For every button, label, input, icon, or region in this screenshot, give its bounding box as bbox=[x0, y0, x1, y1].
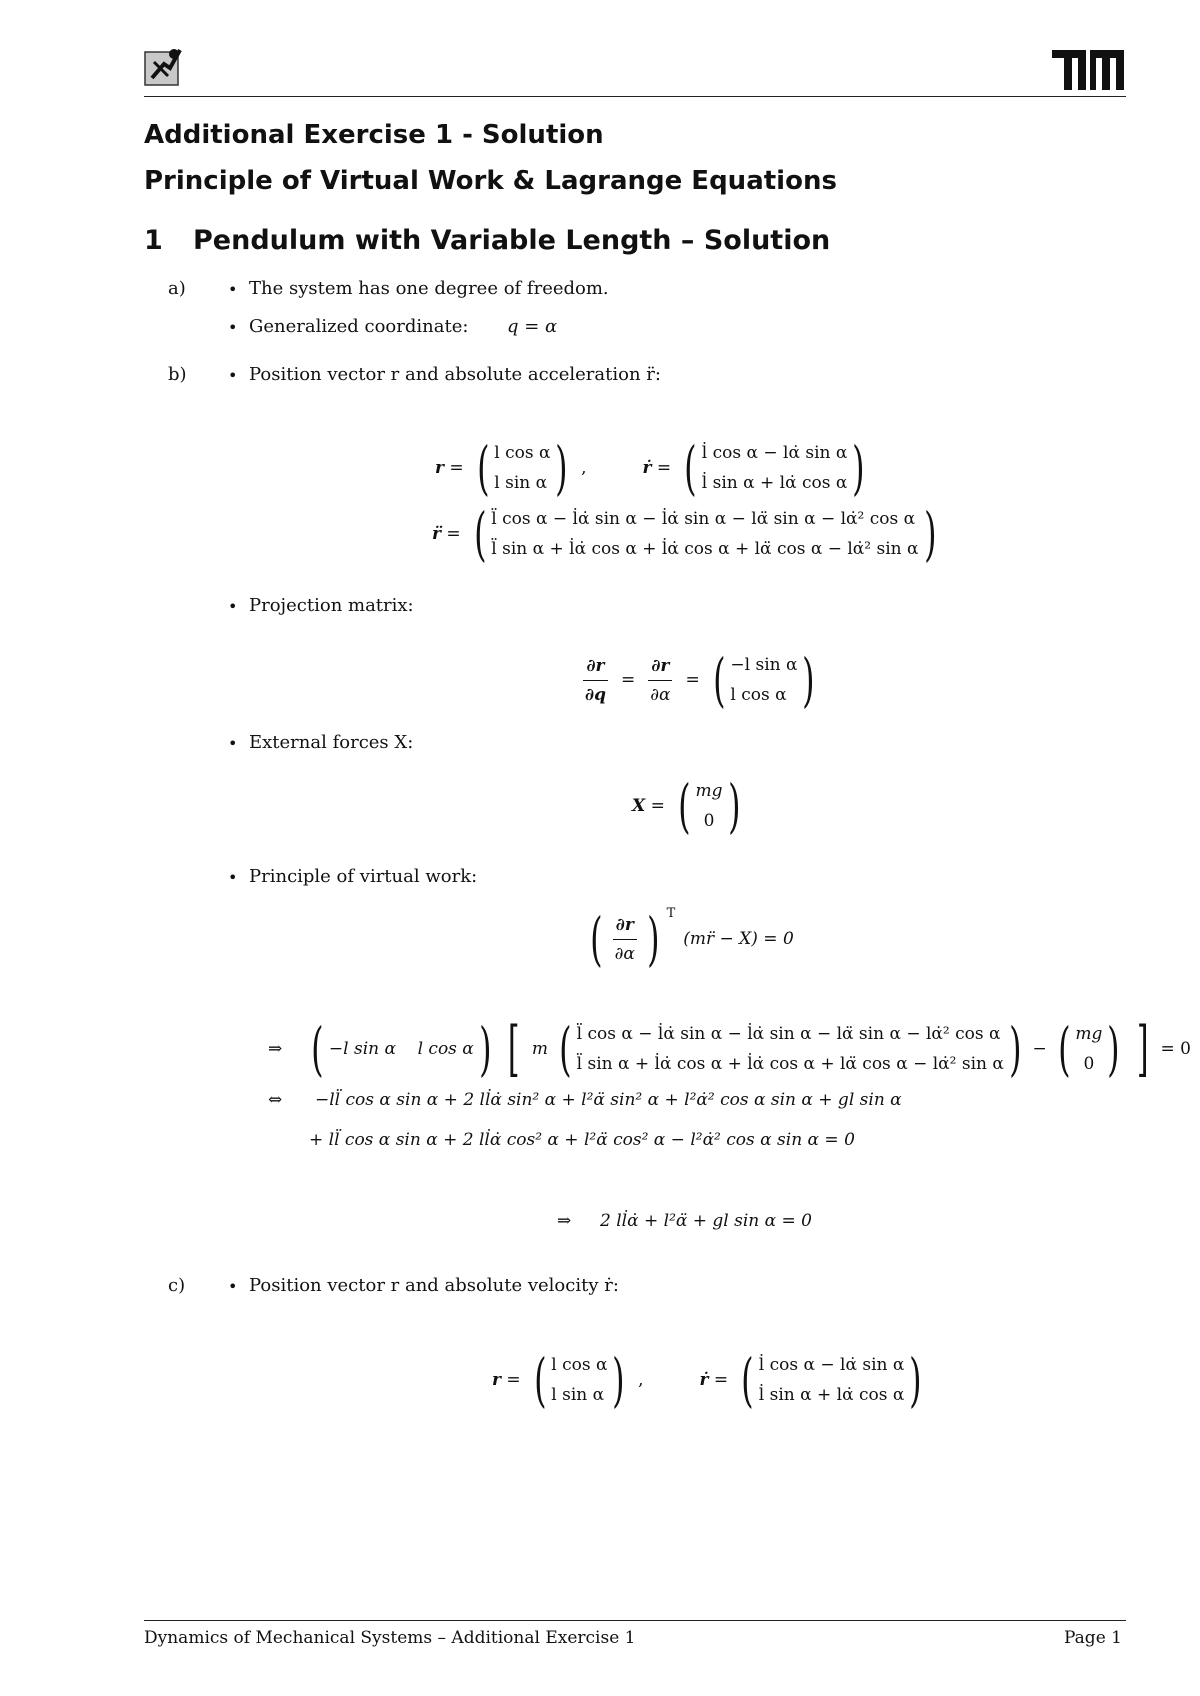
virtual-work-rhs: (mr̈ − X) = 0 bbox=[683, 929, 794, 949]
footer-course-title: Dynamics of Mechanical Systems – Additional Exercise 1 bbox=[144, 1628, 636, 1648]
rddot-component-y: l̈ sin α + l̇α̇ cos α + l̇α̇ cos α + lα̈ cos α − lα̇² sin α bbox=[491, 539, 919, 559]
page-number: Page 1 bbox=[1064, 1628, 1122, 1648]
projection-component-x: −l sin α bbox=[730, 655, 798, 675]
equation-line-2: + ll̈ cos α sin α + 2 ll̇α̇ cos² α + l²α̈ cos² α − l²α̇² cos α sin α = 0 bbox=[309, 1130, 855, 1150]
position-acceleration-text: Position vector r and absolute acceleration r̈: bbox=[249, 364, 661, 385]
projection-matrix-text: Projection matrix: bbox=[249, 595, 414, 616]
external-forces-text: External forces X: bbox=[249, 732, 414, 753]
section-number: 1 bbox=[144, 225, 163, 256]
force-component-y: 0 bbox=[703, 811, 715, 831]
implies-symbol: ⇒ bbox=[557, 1211, 572, 1231]
part-c-position-velocity-equation: r = ( l cos α l sin α ) , ṙ = ( l̇ cos α − lα̇ sin α l̇ sin α + lα̇ cos α ) bbox=[492, 1346, 922, 1414]
header-rule bbox=[144, 96, 1126, 97]
equivalent-symbol: ⇔ bbox=[268, 1090, 283, 1110]
rdot-component-y: l̇ sin α + lα̇ cos α bbox=[701, 473, 848, 493]
part-a-bullet-2: Generalized coordinate: bbox=[249, 316, 469, 337]
r-component-x: l cos α bbox=[494, 443, 551, 463]
part-a-label: a) bbox=[168, 278, 186, 299]
expanded-component-x: l̈ cos α − l̇α̇ sin α − l̇α̇ sin α − lα̈ sin α − lα̇² cos α bbox=[576, 1024, 1001, 1044]
rdot-component-x: l̇ cos α − lα̇ sin α bbox=[701, 443, 848, 463]
bullet-icon: • bbox=[228, 318, 238, 337]
generalized-coordinate-equation: q = α bbox=[507, 316, 558, 337]
projection-matrix-equation: $\frac{\partial r}{\partial q}$ = $\frac{\partial r}{\partial\alpha}$ = ( −l sin α l cos α ) bbox=[585, 646, 816, 714]
equation-line-1: −ll̈ cos α sin α + 2 ll̇α̇ sin² α + l²α̈ sin² α + l²α̇² cos α sin α + gl sin α bbox=[315, 1090, 902, 1110]
acceleration-equation: r̈ = ( l̈ cos α − l̇α̇ sin α − l̇α̇ sin α − lα̈ sin α − lα̇² cos α l̈ sin α + l̇α̇ cos α + l̇α̇ cos α + lα̈ cos α − lα̇² sin α ) bbox=[432, 500, 937, 568]
footer-rule bbox=[144, 1620, 1126, 1621]
bullet-icon: • bbox=[228, 366, 238, 385]
part-c-label: c) bbox=[168, 1275, 186, 1296]
bullet-icon: • bbox=[228, 1277, 238, 1296]
projection-component-y: l cos α bbox=[730, 685, 787, 705]
external-force-equation: X = ( mg 0 ) bbox=[632, 772, 741, 840]
section-title: Pendulum with Variable Length – Solution bbox=[193, 225, 831, 256]
c-r-component-x: l cos α bbox=[551, 1355, 608, 1375]
bullet-icon: • bbox=[228, 734, 238, 753]
equation-of-motion: 2 ll̇α̇ + l²α̈ + gl sin α = 0 bbox=[600, 1211, 812, 1231]
projection-row: −l sin α l cos α bbox=[328, 1039, 474, 1059]
position-velocity-equation: r = ( l cos α l sin α ) , ṙ = ( l̇ cos α − lα̇ sin α l̇ sin α + lα̇ cos α ) bbox=[435, 434, 865, 502]
bullet-icon: • bbox=[228, 597, 238, 616]
virtual-work-text: Principle of virtual work: bbox=[249, 866, 478, 887]
virtual-work-equation: ( $\frac{\partial r}{\partial\alpha}$ ) T (mr̈ − X) = 0 bbox=[590, 905, 794, 973]
c-rdot-component-y: l̇ sin α + lα̇ cos α bbox=[758, 1385, 905, 1405]
bullet-icon: • bbox=[228, 280, 238, 299]
force-component-x: mg bbox=[695, 781, 723, 801]
title-line-2: Principle of Virtual Work & Lagrange Equations bbox=[144, 166, 837, 196]
title-line-1: Additional Exercise 1 - Solution bbox=[144, 120, 604, 150]
rddot-component-x: l̈ cos α − l̇α̇ sin α − l̇α̇ sin α − lα̈ sin α − lα̇² cos α bbox=[491, 509, 916, 529]
expanded-virtual-work-equation: ⇒ ( −l sin α l cos α ) [ m ( l̈ cos α − l̇α̇ sin α − l̇α̇ sin α − lα̈ sin α − lα̇² cos α l̈ sin α + l̇α̇ cos α + l̇α̇ cos α + lα̈ cos α − lα̇² sin α ) − ( mg 0 ) ] = 0 bbox=[268, 1014, 1191, 1084]
bullet-icon: • bbox=[228, 868, 238, 887]
r-component-y: l sin α bbox=[494, 473, 548, 493]
part-a-bullet-1: The system has one degree of freedom. bbox=[249, 278, 609, 299]
part-b-label: b) bbox=[168, 364, 187, 385]
expanded-component-y: l̈ sin α + l̇α̇ cos α + l̇α̇ cos α + lα̈ cos α − lα̇² sin α bbox=[576, 1054, 1004, 1074]
c-rdot-component-x: l̇ cos α − lα̇ sin α bbox=[758, 1355, 905, 1375]
position-velocity-text: Position vector r and absolute velocity ṙ: bbox=[249, 1275, 619, 1296]
tum-logo-icon bbox=[1050, 48, 1126, 92]
institute-logo-icon bbox=[144, 46, 184, 86]
c-r-component-y: l sin α bbox=[551, 1385, 605, 1405]
